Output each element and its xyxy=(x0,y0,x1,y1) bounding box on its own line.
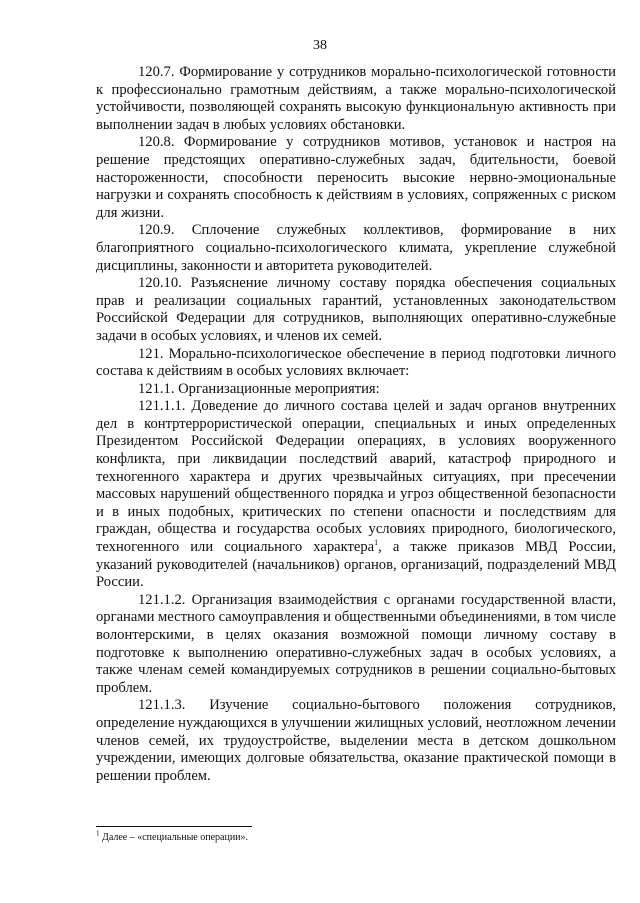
paragraph-121-1-3: 121.1.3. Изучение социально-бытового положения сотрудников, определение нуждающихся в улучшении жилищных условий, неотложном лечении членов семей, их трудоустройстве, выделении места в детском дошкольном учреждении, имеющих долговые обязательства, оказание практической помощи в решении проблем. xyxy=(96,697,616,784)
footnote-text: Далее – «специальные операции». xyxy=(99,832,249,843)
paragraph-121-1-1 xyxy=(96,398,616,592)
paragraph-120-8: 120.8. Формирование у сотрудников мотивов, установок и настроя на решение предстоящих оперативно-служебных задач, бдительности, боевой настороженности, способности переносить высокие нервно-эмоциональные нагрузки и сохранять способность к действиям в условиях, сопряженных с риском для жизни. xyxy=(96,134,616,221)
footnote xyxy=(96,829,616,844)
paragraph-120-7: 120.7. Формирование у сотрудников морально-психологической готовности к профессионально грамотным действиям, а также морально-психологической устойчивости, позволяющей сохранять высокую функциональную активность при выполнении задач в любых условиях обстановки. xyxy=(96,64,616,133)
paragraph-120-10: 120.10. Разъяснение личному составу порядка обеспечения социальных прав и реализации социальных гарантий, установленных законодательством Российской Федерации для сотрудников, выполняющих оперативно-служебные задачи в особых условиях, и членов их семей. xyxy=(96,275,616,344)
paragraph-121: 121. Морально-психологическое обеспечение в период подготовки личного состава к действиям в особых условиях включает: xyxy=(96,345,616,380)
footnote-divider xyxy=(96,826,252,827)
paragraph-121-1-2: 121.1.2. Организация взаимодействия с органами государственной власти, органами местного самоуправления и общественными объединениями, в том числе волонтерскими, в целях оказания возможной помощи личному составу в подготовке к выполнению оперативно-служебных задач в особых условиях, а также членам семей командируемых сотрудников в решении социально-бытовых проблем. xyxy=(96,591,616,696)
paragraph-120-9: 120.9. Сплочение служебных коллективов, формирование в них благоприятного социально-психологического климата, укрепление служебной дисциплины, законности и авторитета руководителей. xyxy=(96,222,616,274)
paragraph-121-1-1-text-after: , а также приказов МВД России, указаний руководителей (начальников) органов, организаций, подразделений МВД России. xyxy=(96,539,616,591)
footnote-reference: 1 xyxy=(374,538,379,548)
document-body xyxy=(96,64,616,785)
paragraph-121-1-1-text: 121.1.1. Доведение до личного состава целей и задач органов внутренних дел в контртеррористической операции, специальных и иных определенных Президентом Российской Федерации операциях, в условиях вооруженного конфликта, при ликвидации последствий аварий, катастроф природного и техногенного характера и других чрезвычайных ситуациях, при пресечении массовых нарушений общественного порядка и угроз общественной безопасности и в иных подобных, критических по степени опасности и последствиям для граждан, общества и государства особых условиях природного, биологического, техногенного или социального характера xyxy=(96,398,616,556)
footnote-marker: 1 xyxy=(96,829,100,838)
page-number: 38 xyxy=(313,38,327,53)
paragraph-121-1: 121.1. Организационные мероприятия: xyxy=(138,380,380,397)
